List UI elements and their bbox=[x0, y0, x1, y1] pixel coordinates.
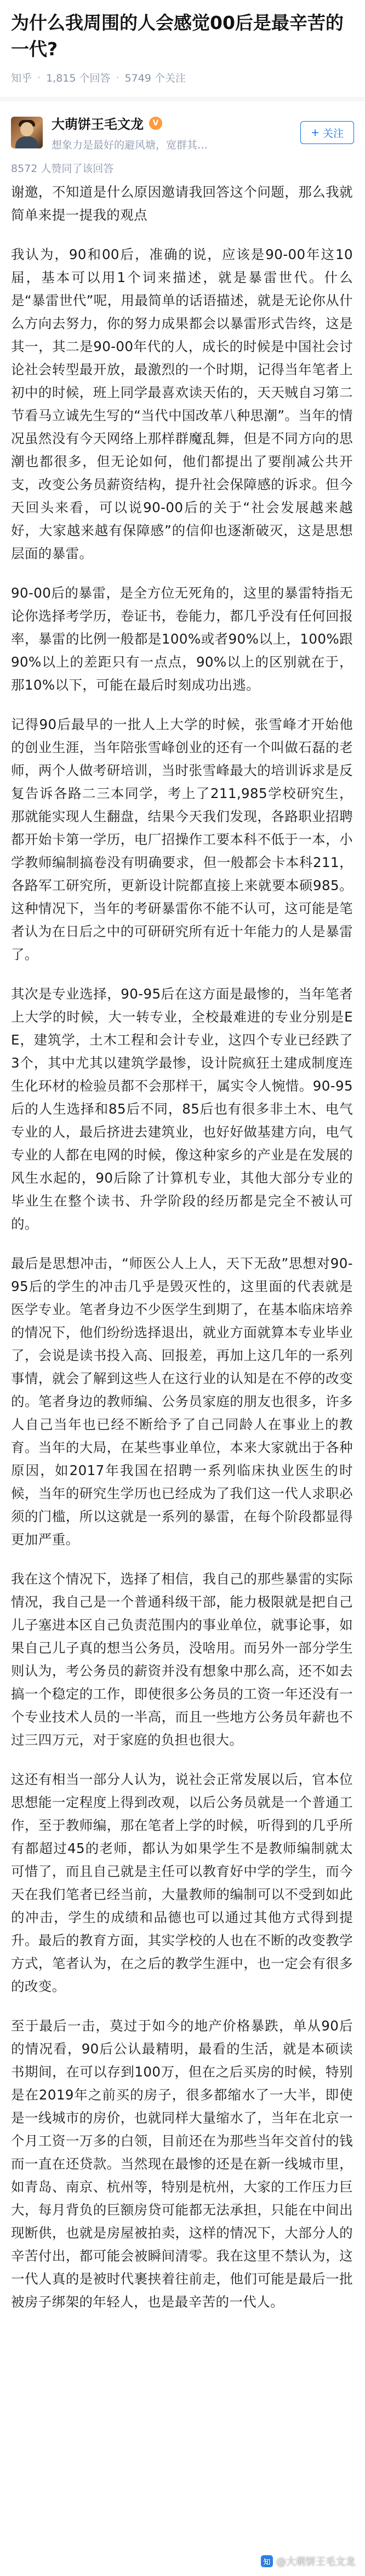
plus-icon: + bbox=[311, 127, 320, 139]
author-name-row bbox=[52, 113, 300, 133]
answer-paragraph: 其次是专业选择，90-95后在这方面是最惨的，当年笔者上大学的时候，大一转专业，全校最难进的专业分别是EE，建筑学，土木工程和会计专业，这四个专业已经跌了3个，其中尤其以建筑学最惨，设计院疯狂土建成制度连生化环材的检验员都不会那样干，属实令人惋惜。90-95后的人生选择和85后不同，85后也有很多非土木、电气专业的人，最后挤进去建筑业，也好好做基建方向，电气专业的人都在电网的时候，像这种家乡的产业是在发展的风生水起的，90后除了计算机专业，其他大部分专业的毕业生在整个读书、升学阶段的经历都是完全不被认可的。 bbox=[11, 986, 353, 1232]
avatar-face bbox=[20, 122, 33, 136]
author-row bbox=[11, 113, 354, 152]
separator-dot: · bbox=[37, 71, 41, 84]
author-bio: 想象力是最好的避风塘，宽群其… bbox=[52, 139, 208, 151]
section-divider bbox=[0, 97, 365, 101]
question-title[interactable]: 为什么我周围的人会感觉00后是最辛苦的一代? bbox=[11, 12, 344, 60]
author-info bbox=[52, 113, 300, 152]
author-name[interactable]: 大萌饼王毛文龙 bbox=[52, 117, 144, 132]
answer-paragraph: 这还有相当一部分人认为，说社会正常发展以后，官本位思想能一定程度上得到改观，以后公务员就是一个普通工作，至于教师编，那在笔者上学的时候，听得到的几乎所有都超过45的老师，都认为如果学生不是教师编制就太可惜了，而且自己就是主任可以教育好中学的学生，而今天在我们笔者已经当前，大量教师的编制可以不受到如此的冲击，学生的成绩和品德也可以通过其他方式得到提升。最后的教育方面，其实学校的人也在不断的改变教学方式，笔者认为，在之后的教学生涯中，也一定会有很多的改变。 bbox=[11, 1771, 353, 1994]
answer-count[interactable]: 1,815 个回答 bbox=[46, 72, 111, 84]
separator-dot: · bbox=[116, 71, 119, 84]
zhihu-logo-icon: 知 bbox=[261, 2555, 273, 2567]
watermark bbox=[261, 2554, 355, 2568]
follow-button[interactable] bbox=[300, 121, 354, 144]
follow-label: 关注 bbox=[322, 127, 344, 140]
avatar[interactable] bbox=[11, 117, 43, 148]
answer-paragraph: 最后是思想冲击，“师医公人上人，天下无敌”思想对90-95后的学生的冲击几乎是毁灭性的，这里面的代表就是医学专业。笔者身边不少医学生到期了，在基本临床培养的情况下，他们纷纷选择退出，就业方面就算本专业毕业了，会说是读书投入高、回报差，再加上这几年的一系列事情，就会了解到这些人在这行业的认知是在不停的改变的。笔者身边的教师编、公务员家庭的朋友也很多，许多人自己当年也已经不断给予了自己同龄人在事业上的教育。当年的大局，在某些事业单位，本来大家就出于各种原因，如2017年我国在招聘一系列临床执业医生的时候，当年的研究生学历也已经成为了我们这一代人求职必须的门槛，所以这就是一系列的暴雷，在每个阶段都显得更加严重。 bbox=[11, 1255, 353, 1547]
answer-paragraph: 记得90后最早的一批人上大学的时候，张雪峰才开始他的创业生涯，当年陪张雪峰创业的还有一个叫做石磊的老师，两个人做考研培训，当时张雪峰最大的培训诉求是反复告诉各路二三本同学，考上了211,985学校研究生，那就能实现人生翻盘，结果今天我们发现，各路职业招聘都开始卡第一学历，电厂招操作工要本科不低于一本，小学教师编制搞卷没有明确要求，但一般都会卡本科211，各路军工研究所，更新设计院都直接上来就要本硕985。这种情况下，当年的考研暴雷你不能不认可，这可能是笔者认为在日后之中的可研研究所有近十年能力的人是暴雷了。 bbox=[11, 716, 353, 962]
answer-paragraph: 至于最后一击，莫过于如今的地产价格暴跌，单从90后的情况看，90后公认最精明，最看的生活，就是本硕读书期间，在可以存到100万，但在之后买房的时候，特别是在2019年之前买的房子，很多都缩水了一大半，即使是一线城市的房价，也就同样大量缩水了，当年在北京一个月工资一万多的白领，目前还在为那些当年交首付的钱而一直在还贷款。当然现在最惨的还是在新一线城市里，如青岛、南京、杭州等，特别是杭州，大家的工作压力巨大，每月背负的巨额房贷可能都无法承担，只能在中间出现断供，也就是房屋被拍卖，这样的情况下，大部分人的辛苦付出，都可能会被瞬间清零。我在这里不禁认为，这一代人真的是被时代裹挟着往前走，他们可能是最后一批被房子绑架的年轻人，也是最辛苦的一代人。 bbox=[11, 2018, 353, 2310]
follower-count: 5749 个关注 bbox=[124, 72, 186, 84]
question-meta bbox=[11, 70, 354, 85]
answer-body bbox=[11, 181, 353, 2314]
avatar-coat bbox=[15, 136, 38, 148]
answer-paragraph: 我在这个情况下，选择了相信，我自己的那些暴雷的实际情况，我自己是一个普通科级干部，能力极限就是把自己儿子塞进本区自己负责范围内的事业单位，就事论事，如果自己儿子真的想当公务员，没啥用。而另外一部分学生则认为，考公务员的薪资并没有想象中那么高，还不如去搞一个稳定的工作，即使很多公务员的工资一年还没有一个专业技术人员的一半高，而且一些地方公务员年薪也不过三四万元，对于家庭的负担也很大。 bbox=[11, 1571, 353, 1748]
watermark-text: @大萌饼王毛文龙 bbox=[276, 2556, 355, 2568]
answer-paragraph: 90-00后的暴雷，是全方位无死角的，这里的暴雷特指无论你选择考学历，卷证书，卷能力，都几乎没有任何回报率，暴雷的比例一般都是100%或者90%以上，100%跟90%以上的差距只有一点点，90%以上的区别就在于，那10%以下，可能在最后时刻成功出逃。 bbox=[11, 585, 353, 693]
agree-count: 8572 人赞同了该回答 bbox=[11, 163, 114, 175]
answer-paragraph: 谢邀，不知道是什么原因邀请我回答这个问题，那么我就简单来提一提我的观点 bbox=[11, 184, 353, 223]
answer-paragraph: 我认为，90和00后，准确的说，应该是90-00年这10届，基本可以用1个词来描述，就是暴雷世代。什么是“暴雷世代”呢，用最简单的话语描述，就是无论你从什么方向去努力，你的努力成果都会以暴雷形式告终，这是其一，其二是90-00年代的人，成长的时候是中国社会讨论社会转型最开放，最激烈的一个时期，记得当年笔者上初中的时候，班上同学最喜欢读天佑的，天天贼自习第二节看马立诚先生写的“当代中国改革八种思潮”。当年的情况虽然没有今天网络上那样群魔乱舞，但是不同方向的思潮也都很多，但无论如何，他们都提出了要削减公共开支，改变公务员薪资结构，提升社会保障感的诉求。但今天回头来看，可以说90-00后的关于“社会发展越来越好，大家越来越有保障感”的信仰也逐渐破灭，这是思想层面的暴雷。 bbox=[11, 246, 353, 561]
verified-badge-icon: V bbox=[149, 117, 162, 130]
source-label: 知乎 bbox=[11, 72, 32, 84]
